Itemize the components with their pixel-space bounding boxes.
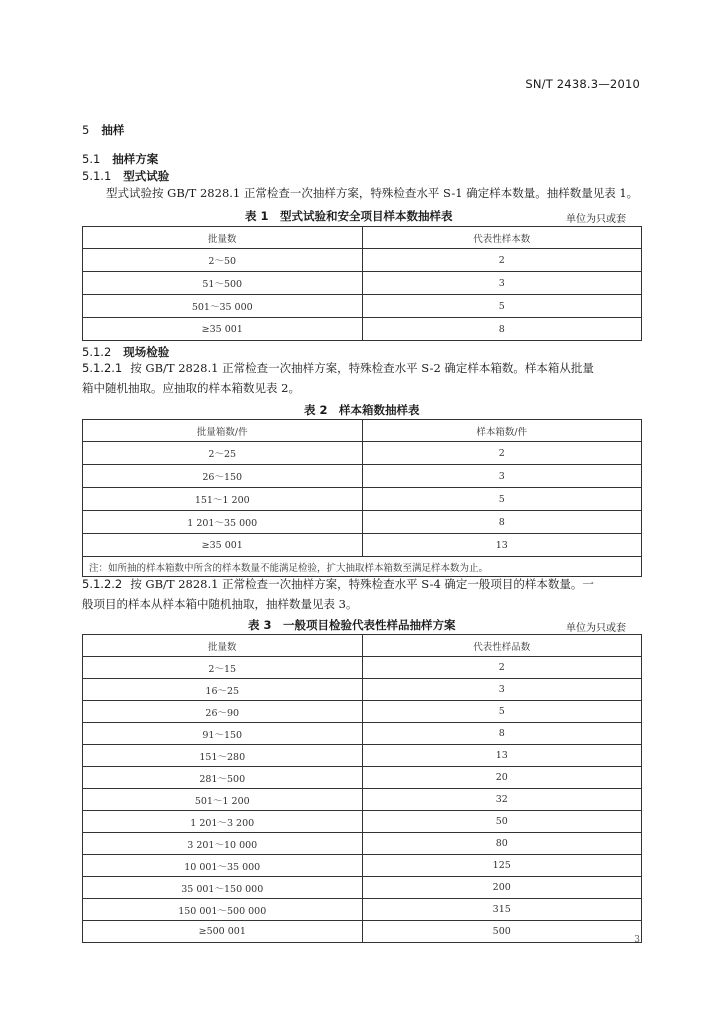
clause-paragraph: 型式试验按 GB/T 2828.1 正常检查一次抽样方案，特殊检查水平 S-1 确定样本数量。抽样数量见表 1。	[106, 186, 639, 200]
table-header: 代表性样品数	[362, 635, 642, 657]
section-heading	[82, 122, 124, 138]
table-cell: 8	[362, 318, 642, 341]
clause-text: 按 GB/T 2828.1 正常检查一次抽样方案，特殊检查水平 S-2 确定样本箱数。样本箱从批量	[130, 361, 594, 375]
clause-paragraph-cont: 箱中随机抽取。应抽取的样本箱数见表 2。	[82, 381, 300, 395]
table-row	[83, 899, 642, 921]
table-cell: ≥500 001	[83, 921, 363, 943]
table-cell: 2	[362, 442, 642, 465]
table-cell: 8	[362, 723, 642, 745]
table2-note: 注：如所抽的样本箱数中所含的样本数量不能满足检验，扩大抽取样本箱数至满足样本数为止。	[83, 557, 642, 577]
table-row	[83, 701, 642, 723]
table-header-row	[83, 420, 642, 442]
table-cell: ≥35 001	[83, 318, 363, 341]
standard-number: SN/T 2438.3—2010	[525, 77, 640, 91]
table-cell: 150 001～500 000	[83, 899, 363, 921]
table-header: 代表性样本数	[362, 227, 642, 249]
clause-paragraph-cont: 般项目的样本从样本箱中随机抽取，抽样数量见表 3。	[82, 597, 358, 611]
section-title: 抽样	[101, 123, 125, 137]
table-row	[83, 295, 642, 318]
table-row	[83, 318, 642, 341]
subsection-title: 抽样方案	[112, 152, 159, 166]
table-row	[83, 679, 642, 701]
table-row	[83, 789, 642, 811]
table-row	[83, 534, 642, 557]
table-cell: 5	[362, 295, 642, 318]
table-row	[83, 657, 642, 679]
table-cell: 80	[362, 833, 642, 855]
table2	[82, 419, 642, 577]
clause-title: 现场检验	[123, 345, 170, 359]
table-cell: 26～150	[83, 465, 363, 488]
table-cell: 13	[362, 745, 642, 767]
clause-number: 5.1.2.1	[82, 361, 123, 375]
table-cell: 125	[362, 855, 642, 877]
section-number: 5	[82, 123, 90, 137]
clause-text: 按 GB/T 2828.1 正常检查一次抽样方案，特殊检查水平 S-4 确定一般项目的样本数量。一	[130, 577, 594, 591]
table-cell: 3	[362, 272, 642, 295]
table-cell: 50	[362, 811, 642, 833]
table-row	[83, 833, 642, 855]
table-header-row	[83, 227, 642, 249]
subsection-heading	[82, 151, 158, 167]
table-row	[83, 745, 642, 767]
table-row	[83, 442, 642, 465]
table-cell: 10 001～35 000	[83, 855, 363, 877]
table-row	[83, 811, 642, 833]
table-cell: 35 001～150 000	[83, 877, 363, 899]
table-cell: 315	[362, 899, 642, 921]
table-row	[83, 488, 642, 511]
table-cell: 3 201～10 000	[83, 833, 363, 855]
table-cell: 501～1 200	[83, 789, 363, 811]
table-row	[83, 465, 642, 488]
table1-unit: 单位为只或套	[566, 214, 626, 225]
table-cell: 3	[362, 465, 642, 488]
table-cell: 32	[362, 789, 642, 811]
table-cell: 200	[362, 877, 642, 899]
table-cell: 151～280	[83, 745, 363, 767]
table3-caption: 表 3 一般项目检验代表性样品抽样方案	[248, 618, 456, 632]
table-row	[83, 723, 642, 745]
table1	[82, 226, 642, 341]
table-cell: 20	[362, 767, 642, 789]
table-header: 批量数	[83, 635, 363, 657]
table-cell: 151～1 200	[83, 488, 363, 511]
clause-paragraph	[82, 574, 594, 595]
clause-number: 5.1.2.2	[82, 577, 123, 591]
clause-heading	[82, 168, 169, 184]
table-row	[83, 921, 642, 943]
table-cell: 51～500	[83, 272, 363, 295]
table-header-row	[83, 635, 642, 657]
table-cell: 16～25	[83, 679, 363, 701]
table-cell: 2	[362, 657, 642, 679]
table-cell: 281～500	[83, 767, 363, 789]
table-header: 样本箱数/件	[362, 420, 642, 442]
table-header: 批量箱数/件	[83, 420, 363, 442]
table-cell: 5	[362, 701, 642, 723]
table-row	[83, 249, 642, 272]
clause-number: 5.1.2	[82, 345, 112, 359]
table-cell: 2～15	[83, 657, 363, 679]
table-cell: 8	[362, 511, 642, 534]
clause-paragraph	[82, 358, 594, 379]
table-cell: 500	[362, 921, 642, 943]
table-cell: 2～50	[83, 249, 363, 272]
table3	[82, 634, 642, 943]
table-cell: 1 201～3 200	[83, 811, 363, 833]
table-cell: 1 201～35 000	[83, 511, 363, 534]
table-row	[83, 511, 642, 534]
page-number: 3	[634, 935, 640, 945]
table-cell: 2	[362, 249, 642, 272]
table1-caption: 表 1 型式试验和安全项目样本数抽样表	[245, 209, 453, 223]
table-row	[83, 272, 642, 295]
table-cell: 3	[362, 679, 642, 701]
table-cell: 91～150	[83, 723, 363, 745]
table-cell: 26～90	[83, 701, 363, 723]
subsection-number: 5.1	[82, 152, 101, 166]
table-cell: 13	[362, 534, 642, 557]
clause-title: 型式试验	[123, 169, 170, 183]
table-header: 批量数	[83, 227, 363, 249]
clause-number: 5.1.1	[82, 169, 112, 183]
table2-caption: 表 2 样本箱数抽样表	[304, 403, 420, 417]
table-cell: 2～25	[83, 442, 363, 465]
table-cell: ≥35 001	[83, 534, 363, 557]
table-row	[83, 767, 642, 789]
table-cell: 501～35 000	[83, 295, 363, 318]
table-row	[83, 855, 642, 877]
table3-unit: 单位为只或套	[566, 623, 626, 634]
table-row	[83, 877, 642, 899]
table-cell: 5	[362, 488, 642, 511]
